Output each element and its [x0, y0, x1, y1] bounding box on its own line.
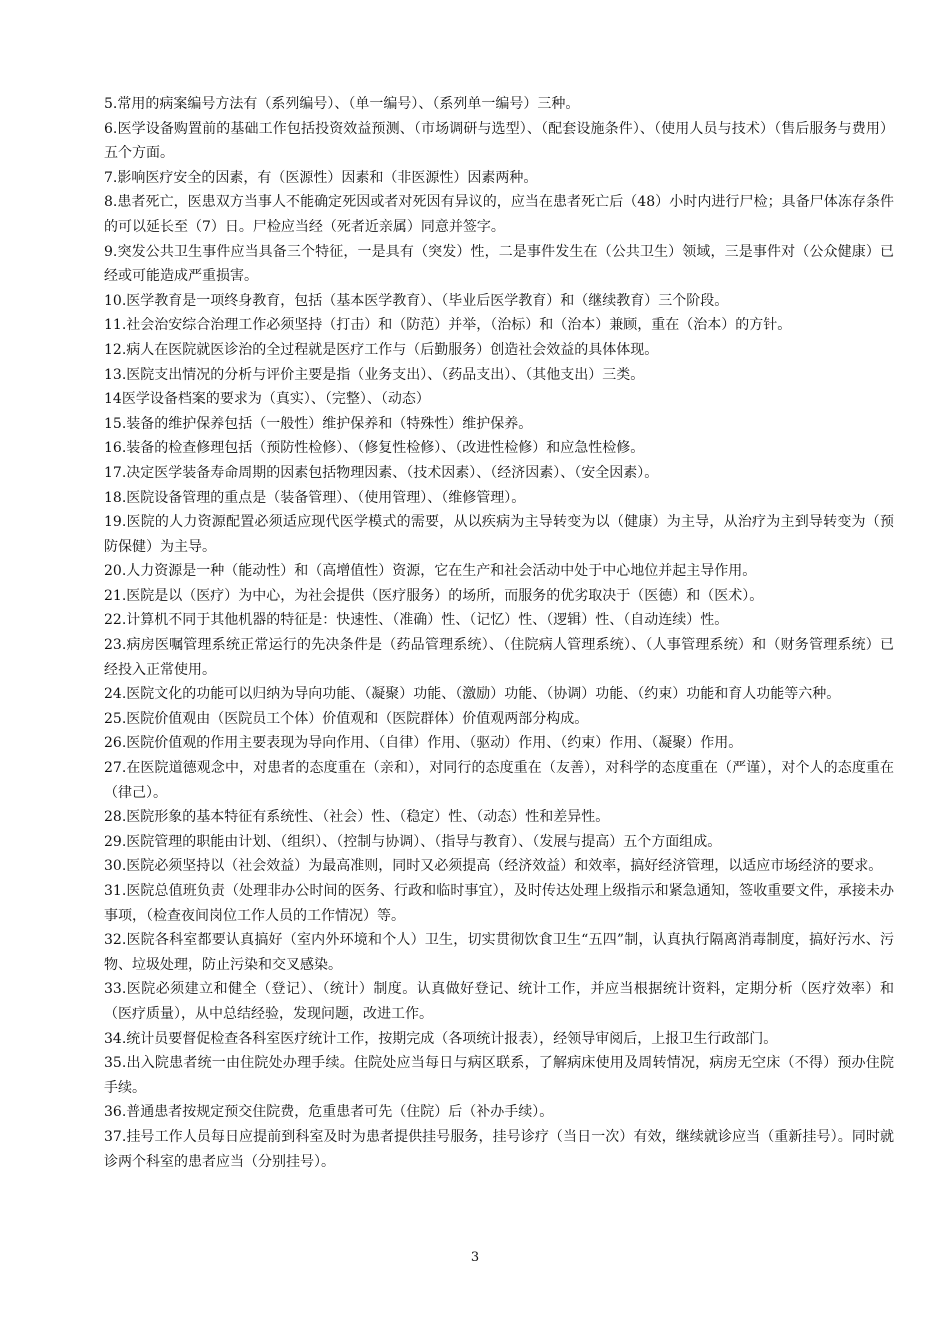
- list-item: 7.影响医疗安全的因素，有（医源性）因素和（非医源性）因素两种。: [104, 169, 538, 186]
- list-item: 21.医院是以（医疗）为中心，为社会提供（医疗服务）的场所，而服务的优劣取决于（医德）和（医术）。: [104, 587, 764, 604]
- list-item: 29.医院管理的职能由计划、（组织）、（控制与协调）、（指导与教育）、（发展与提高）五个方面组成。: [104, 833, 722, 850]
- list-item: 5.常用的病案编号方法有（系列编号）、（单一编号）、（系列单一编号）三种。: [104, 96, 580, 112]
- list-item: 34.统计员要督促检查各科室医疗统计工作，按期完成（各项统计报表），经领导审阅后，上报卫生行政部门。: [104, 1030, 778, 1047]
- question-list: [104, 92, 894, 1174]
- list-item: 30.医院必须坚持以（社会效益）为最高准则，同时又必须提高（经济效益）和效率，搞好经济管理，以适应市场经济的要求。: [104, 858, 883, 875]
- list-item: 8.患者死亡，医患双方当事人不能确定死因或者对死因有异议的，应当在患者死亡后（48）小时内进行尸检；具备尸体冻存条件的可以延长至（7）日。尸检应当经（死者近亲属）同意并签字。: [104, 194, 894, 235]
- list-item: 18.医院设备管理的重点是（装备管理）、（使用管理）、（维修管理）。: [104, 489, 526, 506]
- list-item: 19.医院的人力资源配置必须适应现代医学模式的需要，从以疾病为主导转变为以（健康）为主导，从治疗为主到导转变为（预防保健）为主导。: [104, 514, 894, 555]
- page-number: 3: [470, 1250, 480, 1265]
- list-item: 25.医院价值观由（医院员工个体）价值观和（医院群体）价值观两部分构成。: [104, 710, 589, 727]
- list-item: 15.装备的维护保养包括（一般性）维护保养和（特殊性）维护保养。: [104, 415, 533, 432]
- list-item: 9.突发公共卫生事件应当具备三个特征，一是具有（突发）性，二是事件发生在（公共卫生）领域，三是事件对（公众健康）已经或可能造成严重损害。: [104, 243, 894, 285]
- list-item: 22.计算机不同于其他机器的特征是：快速性、（准确）性、（记忆）性、（逻辑）性、（自动连续）性。: [104, 612, 729, 629]
- list-item: 17.决定医学装备寿命周期的因素包括物理因素、（技术因素）、（经济因素）、（安全因素）。: [104, 464, 659, 481]
- list-item: 16.装备的检查修理包括（预防性检修）、（修复性检修）、（改进性检修）和应急性检修。: [104, 440, 645, 457]
- list-item: 12.病人在医院就医诊治的全过程就是医疗工作与（后勤服务）创造社会效益的具体体现。: [104, 341, 659, 358]
- list-item: 26.医院价值观的作用主要表现为导向作用、（自律）作用、（驱动）作用、（约束）作用、（凝聚）作用。: [104, 735, 743, 752]
- list-item: 37.挂号工作人员每日应提前到科室及时为患者提供挂号服务，挂号诊疗（当日一次）有效，继续就诊应当（重新挂号）。同时就诊两个科室的患者应当（分别挂号）。: [104, 1128, 894, 1170]
- list-item: 27.在医院道德观念中，对患者的态度重在（亲和），对同行的态度重在（友善），对科学的态度重在（严谨），对个人的态度重在（律己）。: [104, 760, 894, 801]
- list-item: 35.出入院患者统一由住院处办理手续。住院处应当每日与病区联系，了解病床使用及周转情况，病房无空床（不得）预办住院手续。: [104, 1055, 894, 1096]
- list-item: 20.人力资源是一种（能动性）和（高增值性）资源，它在生产和社会活动中处于中心地位并起主导作用。: [104, 563, 757, 580]
- list-item: 23.病房医嘱管理系统正常运行的先决条件是（药品管理系统）、（住院病人管理系统）、（人事管理系统）和（财务管理系统）已经投入正常使用。: [104, 637, 894, 678]
- list-item: 13.医院支出情况的分析与评价主要是指（业务支出）、（药品支出）、（其他支出）三类。: [104, 366, 645, 383]
- list-item: 6.医学设备购置前的基础工作包括投资效益预测、（市场调研与选型）、（配套设施条件）、（使用人员与技术）（售后服务与费用）五个方面。: [104, 120, 894, 162]
- list-item: 14医学设备档案的要求为（真实）、（完整）、（动态）: [104, 391, 430, 408]
- list-item: 33.医院必须建立和健全（登记）、（统计）制度。认真做好登记、统计工作，并应当根据统计资料，定期分析（医疗效率）和（医疗质量），从中总结经验，发现问题，改进工作。: [104, 981, 894, 1022]
- list-item: 32.医院各科室都要认真搞好（室内外环境和个人）卫生，切实贯彻饮食卫生“五四”制，认真执行隔离消毒制度，搞好污水、污物、垃圾处理，防止污染和交叉感染。: [104, 932, 894, 973]
- list-item: 11.社会治安综合治理工作必须坚持（打击）和（防范）并举，（治标）和（治本）兼顾，重在（治本）的方针。: [104, 317, 792, 334]
- list-item: 31.医院总值班负责（处理非办公时间的医务、行政和临时事宜），及时传达处理上级指示和紧急通知，签收重要文件，承接未办事项，（检查夜间岗位工作人员的工作情况）等。: [104, 883, 894, 924]
- list-item: 36.普通患者按规定预交住院费，危重患者可先（住院）后（补办手续）。: [104, 1104, 554, 1121]
- list-item: 24.医院文化的功能可以归纳为导向功能、（凝聚）功能、（激励）功能、（协调）功能、（约束）功能和育人功能等六种。: [104, 686, 841, 703]
- list-item: 28.医院形象的基本特征有系统性、（社会）性、（稳定）性、（动态）性和差异性。: [104, 809, 610, 826]
- list-item: 10.医学教育是一项终身教育，包括（基本医学教育）、（毕业后医学教育）和（继续教育）三个阶段。: [104, 292, 729, 309]
